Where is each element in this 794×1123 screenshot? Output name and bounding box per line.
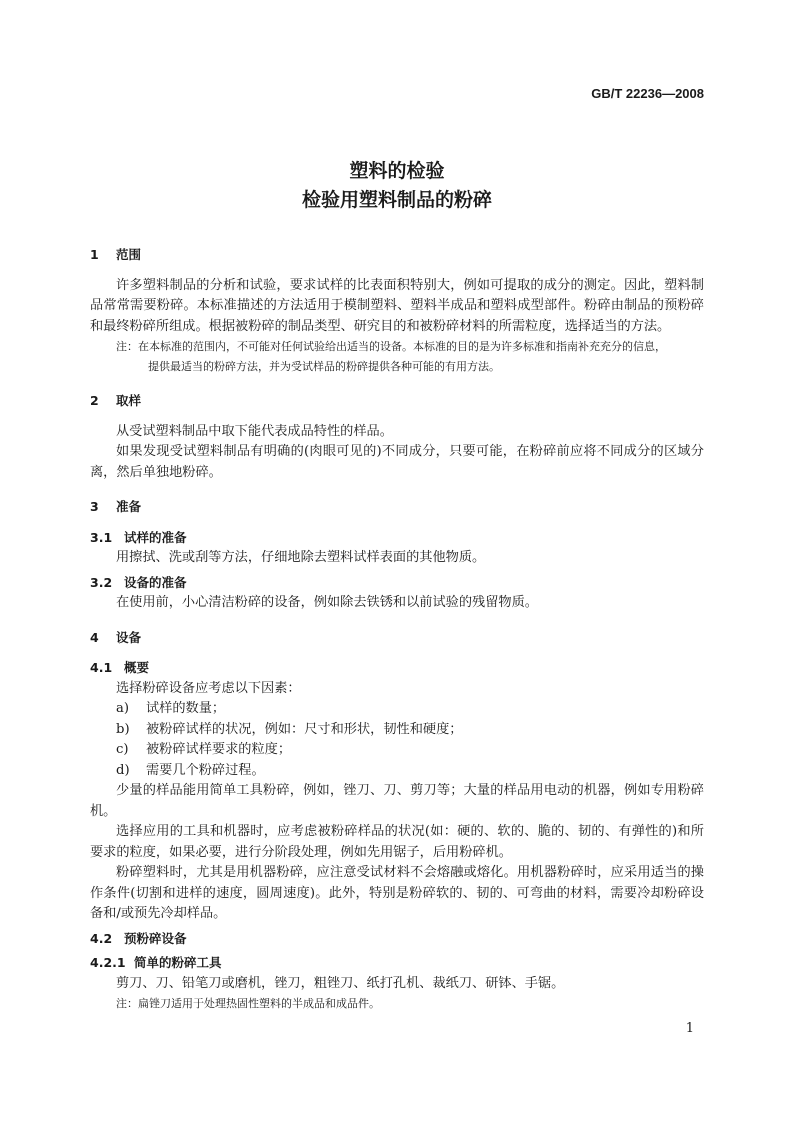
section-4-1-intro: 选择粉碎设备应考虑以下因素：	[116, 680, 301, 696]
section-1-note: 注：在本标准的范围内，不可能对任何试验给出适当的设备。本标准的目的是为许多标准和指南补充充分的信息，	[116, 340, 666, 353]
section-4-1-paragraph-2: 选择应用的工具和机器时，应考虑被粉碎样品的状况(如：硬的、软的、脆的、韧的、有弹性的)和所要求的粒度，如果必要，进行分阶段处理，例如先用锯子，后用粉碎机。	[90, 824, 704, 860]
section-1-heading: 1 范围	[90, 247, 142, 262]
section-2-paragraph-1: 从受试塑料制品中取下能代表成品特性的样品。	[116, 423, 393, 439]
section-4-2-1-heading: 4.2.1 简单的粉碎工具	[90, 955, 222, 970]
list-item: d) 需要几个粉碎过程。	[116, 762, 265, 778]
section-4-heading: 4 设备	[90, 629, 142, 645]
section-2-paragraph-2: 如果发现受试塑料制品有明确的(肉眼可见的)不同成分，只要可能，在粉碎前应将不同成分的区域分离，然后单独地粉碎。	[90, 444, 704, 480]
list-item: b) 被粉碎试样的状况，例如：尺寸和形状，韧性和硬度；	[116, 721, 463, 737]
section-3-1-paragraph: 用擦拭、洗或刮等方法，仔细地除去塑料试样表面的其他物质。	[116, 550, 486, 565]
section-4-2-1-note: 注：扁锉刀适用于处理热固性塑料的半成品和成品件。	[116, 997, 380, 1010]
section-3-2-heading: 3.2 设备的准备	[90, 574, 187, 590]
document-body	[90, 245, 704, 1014]
section-3-heading: 3 准备	[90, 499, 142, 514]
title-line-2: 检验用塑料制品的粉碎	[301, 189, 492, 211]
section-4-2-heading: 4.2 预粉碎设备	[90, 930, 187, 946]
section-4-1-heading: 4.1 概要	[90, 660, 150, 675]
title-line-1: 塑料的检验	[349, 160, 445, 182]
section-4-2-1-paragraph: 剪刀、刀、铅笔刀或磨机，锉刀，粗锉刀、纸打孔机、裁纸刀、研钵、手锯。	[116, 975, 565, 991]
section-1-paragraph: 许多塑料制品的分析和试验，要求试样的比表面积特别大，例如可提取的成分的测定。因此，塑料制品常常需要粉碎。本标准描述的方法适用于模制塑料、塑料半成品和塑料成型部件。粉碎由制品的预粉碎和最终粉碎所组成。根据被粉碎的制品类型、研究目的和被粉碎材料的所需粒度，选择适当的方法。	[90, 277, 704, 334]
standard-code: GB/T 22236—2008	[591, 86, 704, 101]
section-4-1-paragraph-1: 少量的样品能用简单工具粉碎，例如，锉刀、刀、剪刀等；大量的样品用电动的机器，例如专用粉碎机。	[90, 783, 704, 819]
section-3-1-heading: 3.1 试样的准备	[90, 529, 187, 545]
section-2-heading: 2 取样	[90, 393, 142, 408]
list-item: c) 被粉碎试样要求的粒度；	[116, 742, 292, 757]
section-3-2-paragraph: 在使用前，小心清洁粉碎的设备，例如除去铁锈和以前试验的残留物质。	[116, 595, 538, 610]
section-4-1-paragraph-3: 粉碎塑料时，尤其是用机器粉碎，应注意受试材料不会熔融或熔化。用机器粉碎时，应采用适当的操作条件(切割和进样的速度，圆周速度)。此外，特别是粉碎软的、韧的、可弯曲的材料，需要冷却粉碎设备和/或预先冷却样品。	[90, 865, 704, 921]
page-number: 1	[685, 1021, 694, 1036]
section-1-note-continued: 提供最适当的粉碎方法，并为受试样品的粉碎提供各种可能的有用方法。	[148, 360, 500, 373]
list-item: a) 试样的数量；	[116, 701, 226, 716]
